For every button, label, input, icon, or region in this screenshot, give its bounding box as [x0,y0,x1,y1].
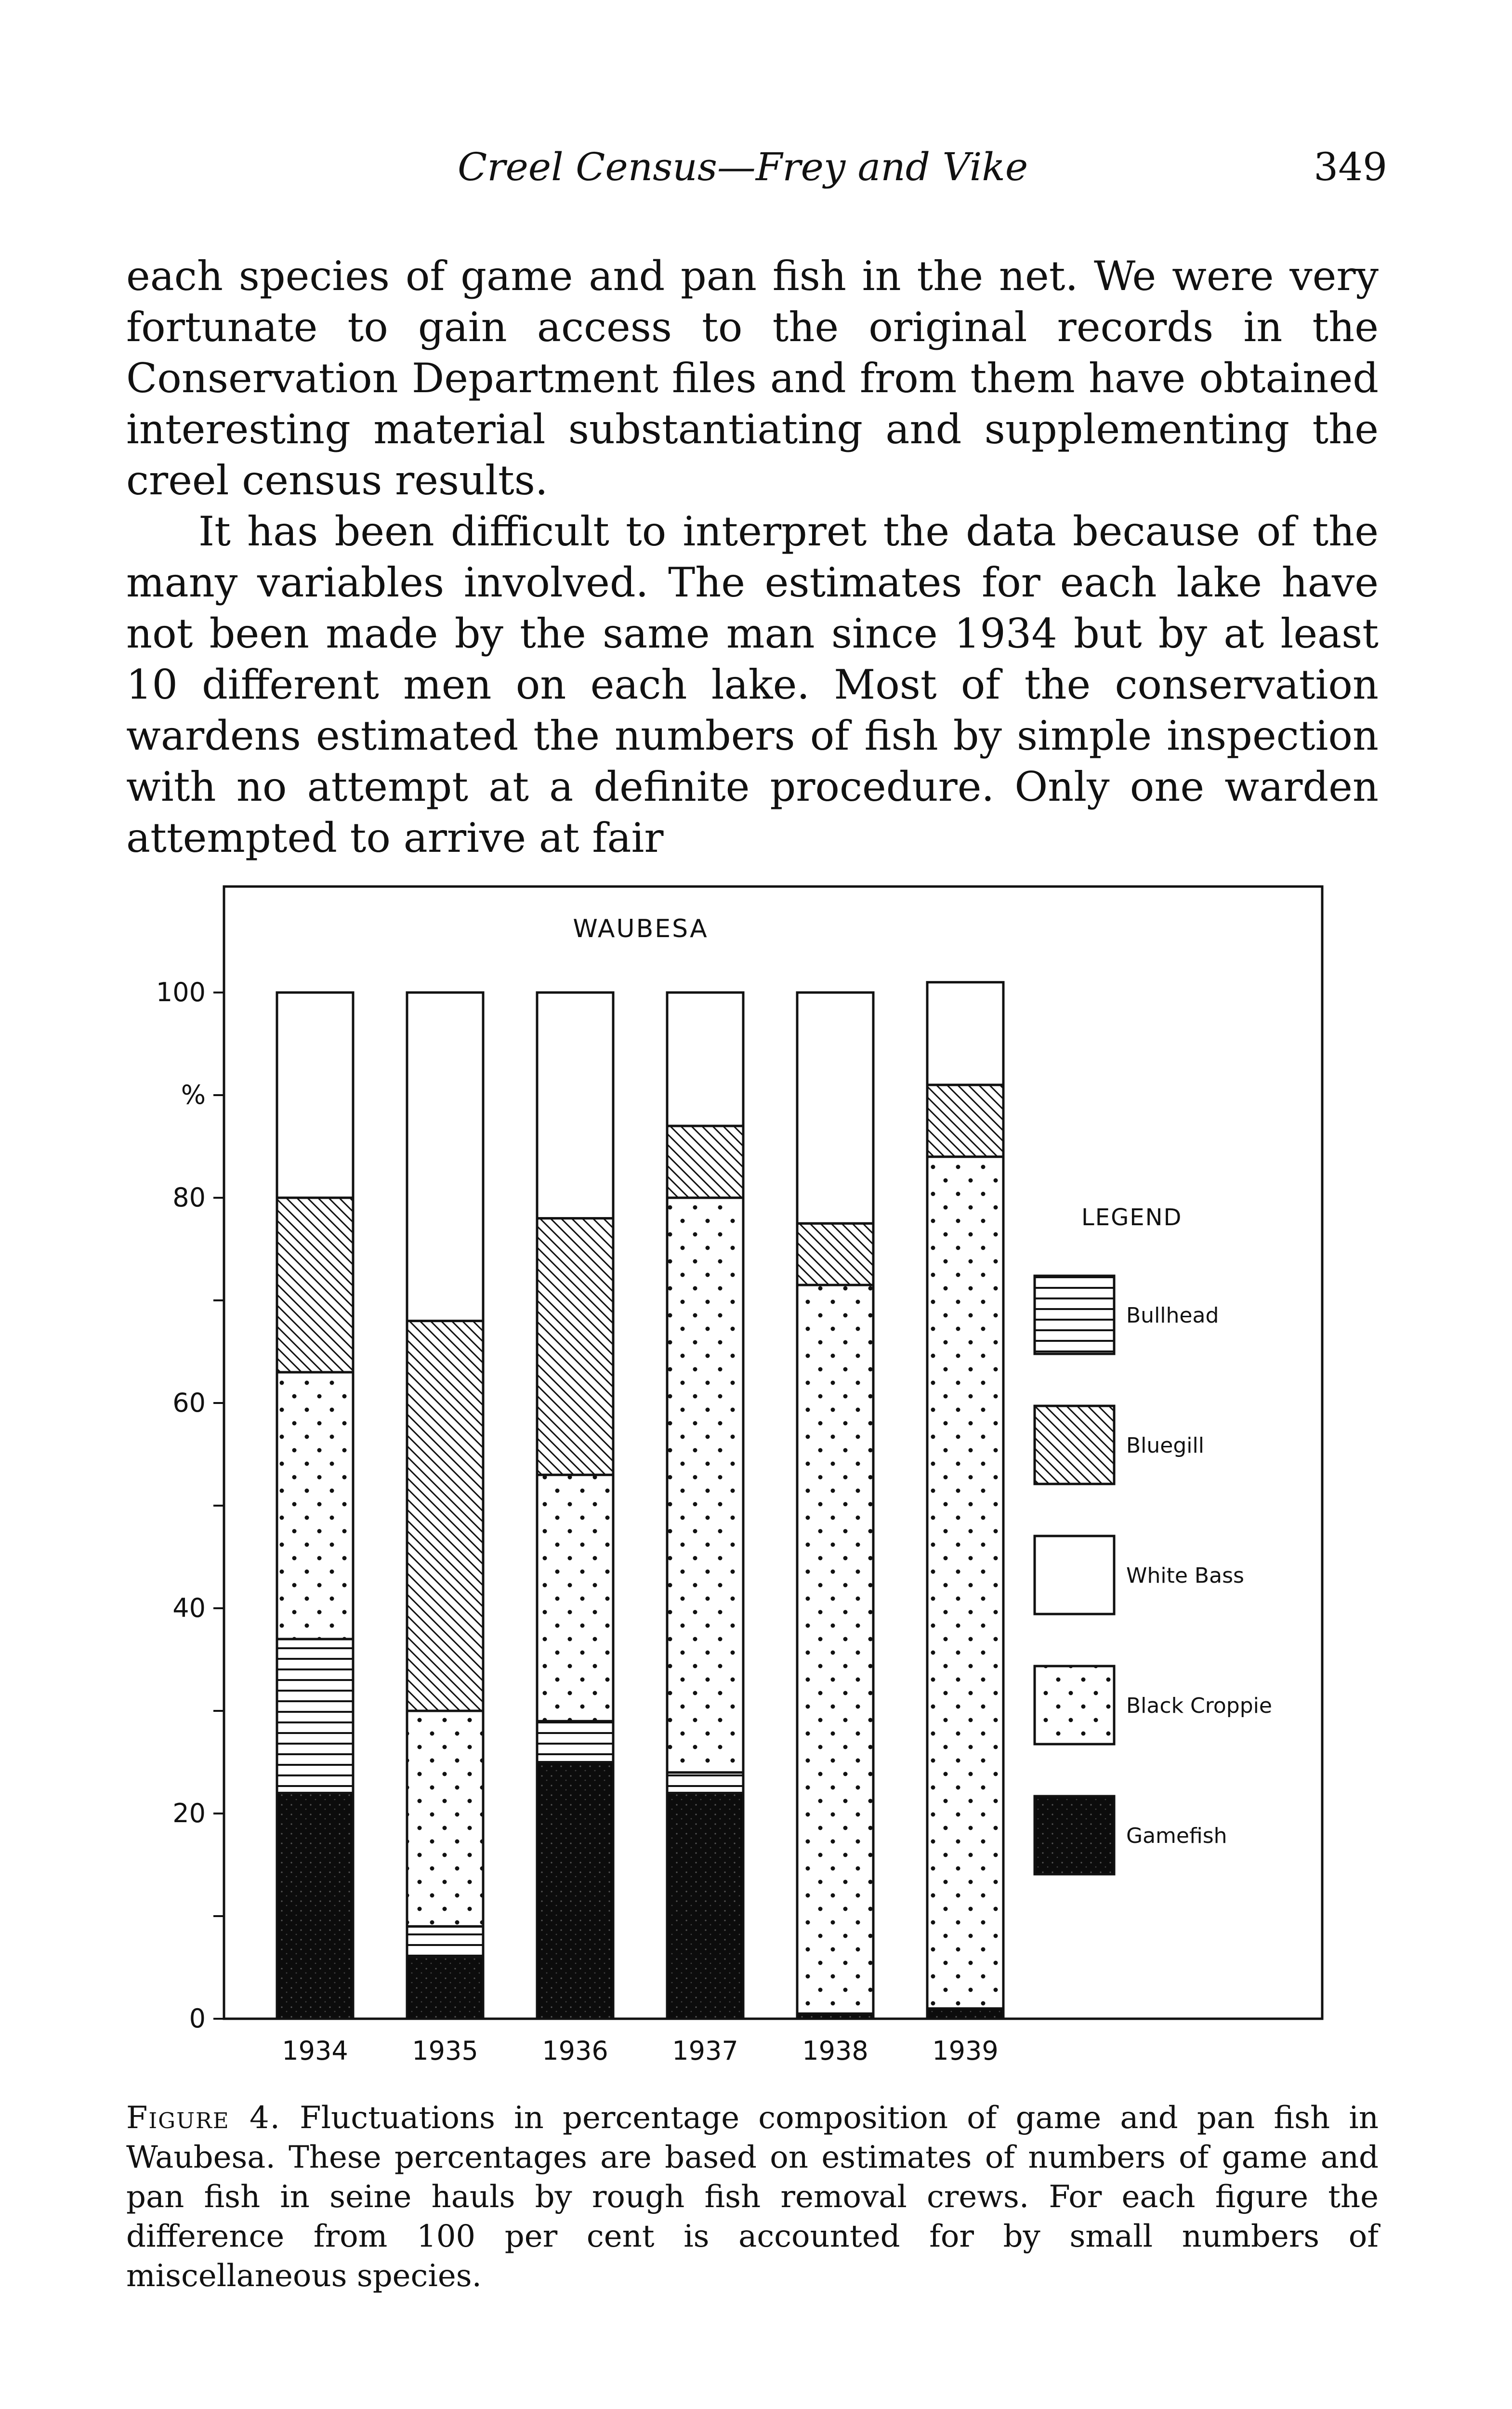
x-tick-label: 1934 [282,2036,348,2066]
bar-segment-black-croppie-1938 [797,1285,873,2013]
bar-segment-bluegill-1939 [927,1085,1003,1157]
figure-caption [126,2098,1379,2296]
bar-segment-white-bass-1934 [277,993,353,1198]
page-number: 349 [1314,145,1387,189]
legend-label-black-croppie: Black Croppie [1126,1694,1272,1718]
legend-label-bullhead: Bullhead [1126,1303,1219,1328]
bar-segment-gamefish-1935 [407,1957,483,2019]
legend-swatch-bluegill [1035,1406,1114,1484]
legend-label-white-bass: White Bass [1126,1563,1244,1588]
x-axis-labels [282,2036,998,2066]
caption-text: Fluctuations in percentage composition of game and pan fish in Waubesa. These percentages are based on estimates of numbers of game and pan fish in seine hauls by rough fish removal crews. For each figure the difference from 100 per cent is accounted for by small numbers of miscellaneous species. [126,2100,1379,2294]
paragraph: each species of game and pan fish in the net. We were very fortunate to gain access to the original records in the Conservation Department files and from them have obtained interesting material substantiating and supplementing the creel census results. [126,252,1379,504]
bar-segment-bluegill-1937 [667,1126,743,1198]
x-tick-label: 1937 [672,2036,738,2066]
legend-swatch-black-croppie [1035,1666,1114,1744]
bar-segment-white-bass-1937 [667,993,743,1126]
bar-segment-black-croppie-1936 [537,1475,613,1721]
bar-segment-black-croppie-1937 [667,1198,743,1773]
bar-segment-bullhead-1935 [407,1926,483,1957]
x-tick-label: 1938 [802,2036,868,2066]
y-tick-label: 0 [189,2003,206,2034]
bars [277,982,1003,2019]
bar-segment-bluegill-1934 [277,1198,353,1372]
bar-segment-gamefish-1939 [927,2009,1003,2019]
legend-label-gamefish: Gamefish [1126,1824,1227,1848]
y-axis [156,977,224,2034]
running-head-title: Creel Census—Frey and Vike [458,145,1028,189]
legend [1035,1204,1272,1874]
bar-segment-black-croppie-1935 [407,1711,483,1926]
bar-segment-bullhead-1934 [277,1639,353,1793]
bar-segment-white-bass-1936 [537,993,613,1218]
bar-segment-bullhead-1936 [537,1721,613,1762]
legend-swatch-white-bass [1035,1536,1114,1614]
legend-label-bluegill: Bluegill [1126,1433,1204,1458]
bar-segment-gamefish-1936 [537,1762,613,2019]
bar-segment-white-bass-1939 [927,982,1003,1085]
bar-segment-bluegill-1938 [797,1223,873,1285]
bar-segment-bullhead-1937 [667,1773,743,1793]
x-tick-label: 1935 [412,2036,478,2066]
y-tick-label: 20 [172,1798,206,1828]
x-tick-label: 1939 [932,2036,999,2066]
paragraph: It has been difficult to interpret the data because of the many variables involved. The estimates for each lake have not been made by the same man since 1934 but by at least 10 different men on each lake. Most of the conservation wardens estimated the numbers of fish by simple inspection with no attempt at a definite procedure. Only one warden attempted to arrive at fair [126,508,1379,861]
bar-segment-bluegill-1935 [407,1321,483,1711]
bar-segment-black-croppie-1934 [277,1372,353,1639]
bar-segment-black-croppie-1939 [927,1157,1003,2009]
bar-segment-white-bass-1935 [407,993,483,1321]
y-tick-label: 80 [172,1182,206,1213]
y-tick-label: 40 [172,1593,206,1623]
legend-title: LEGEND [1081,1204,1183,1231]
y-tick-label: 60 [172,1388,206,1418]
bar-segment-gamefish-1937 [667,1793,743,2019]
legend-swatch-bullhead [1035,1276,1114,1354]
y-tick-label: 100 [156,977,206,1007]
chart-title: WAUBESA [573,914,709,943]
caption-label: Figure 4. [126,2100,281,2136]
bar-segment-white-bass-1938 [797,993,873,1223]
legend-swatch-gamefish [1035,1796,1114,1874]
y-axis-label: % [181,1080,206,1110]
x-tick-label: 1936 [542,2036,608,2066]
bar-segment-bluegill-1936 [537,1218,613,1475]
bar-segment-gamefish-1934 [277,1793,353,2019]
